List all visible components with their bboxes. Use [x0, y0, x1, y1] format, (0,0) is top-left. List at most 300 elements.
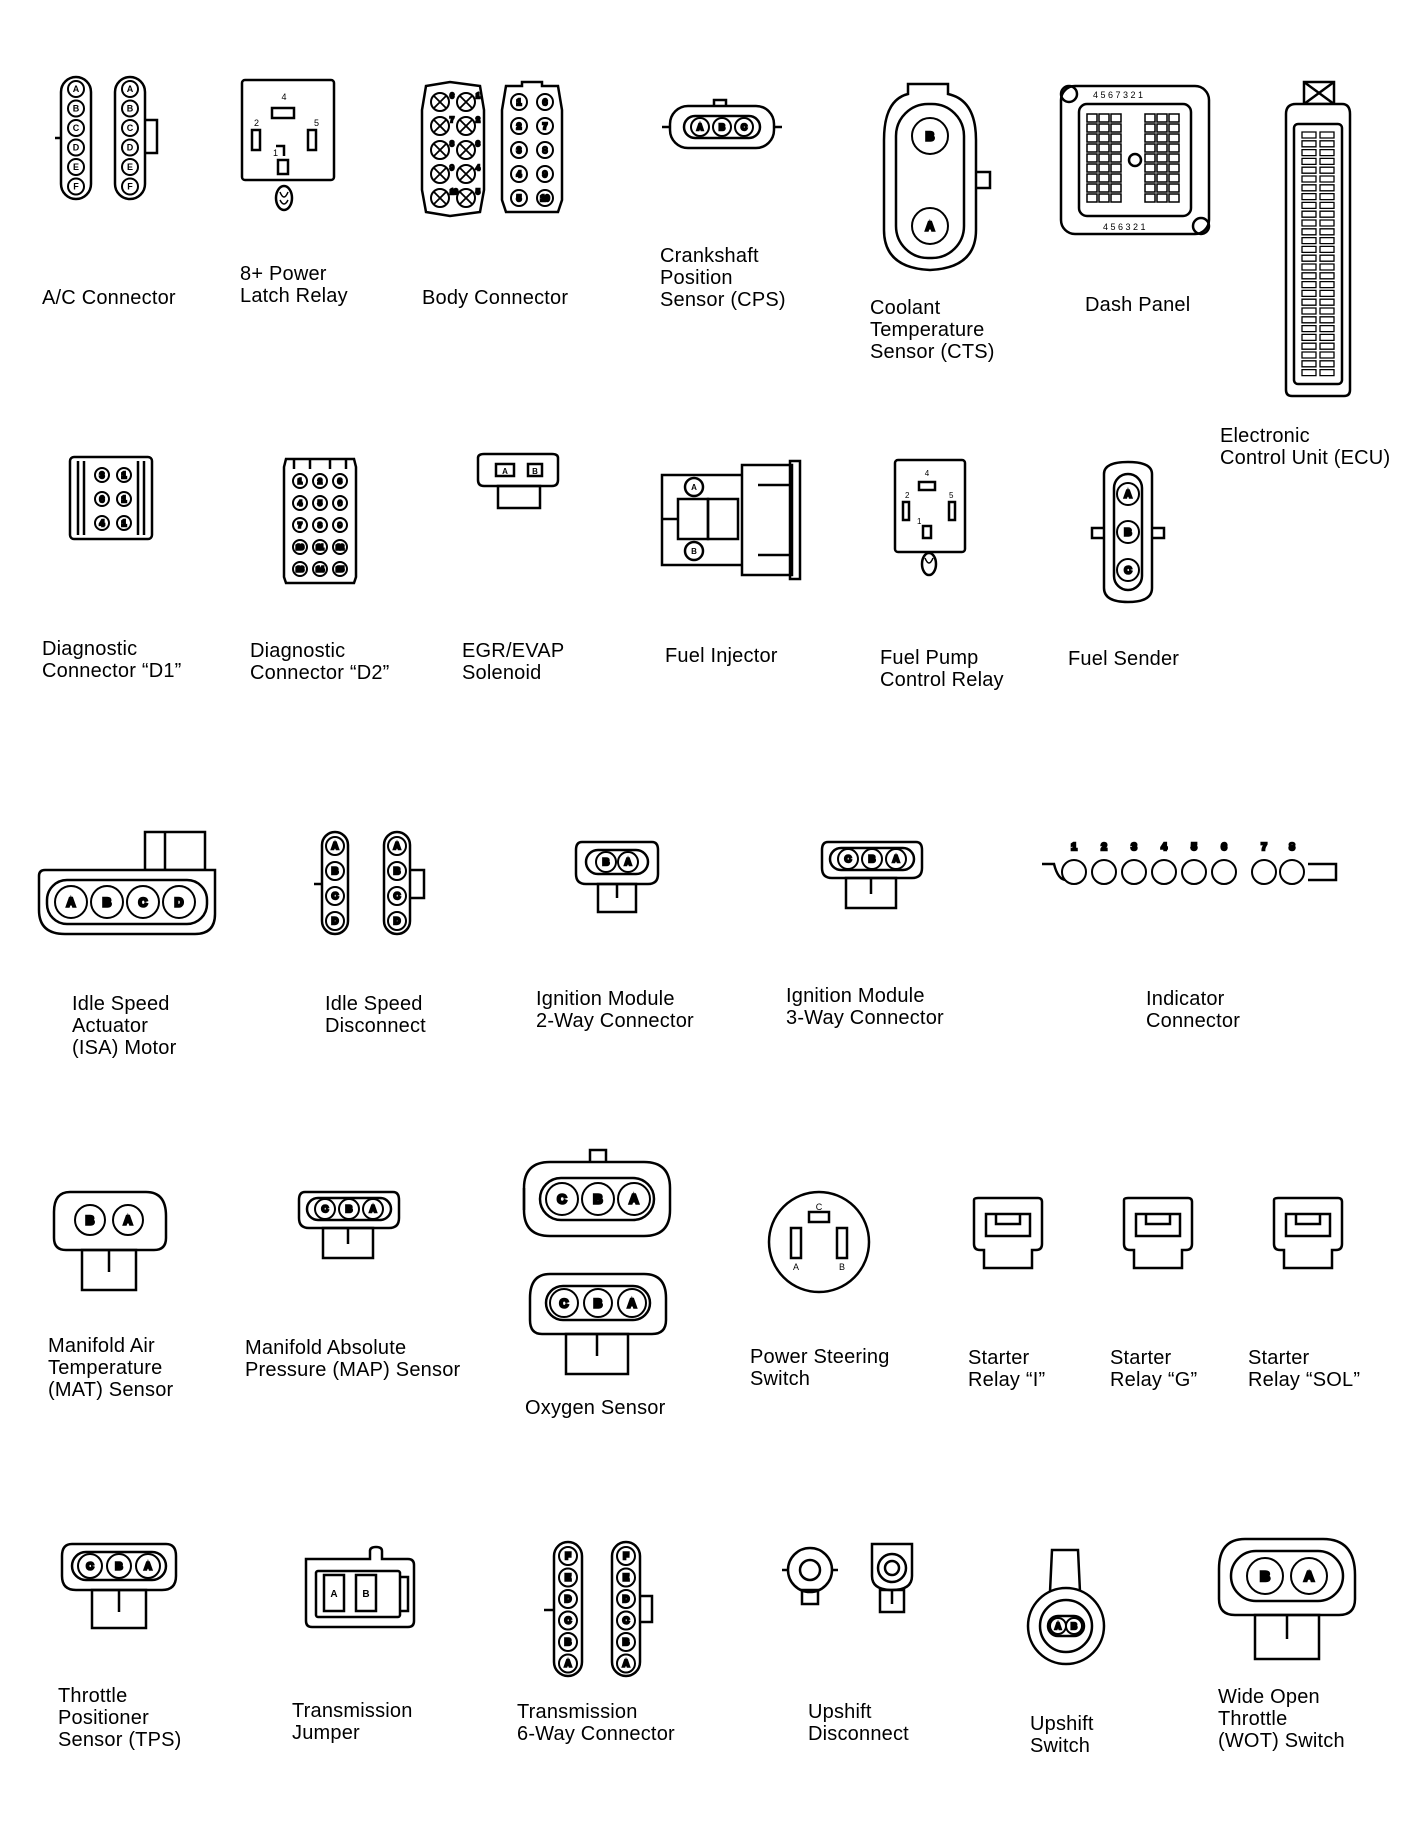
starter-i-drawing: [972, 1196, 1047, 1276]
dash-cell: [1169, 144, 1179, 152]
ecu-pin: [1320, 158, 1334, 164]
fuel-injector-drawing: [658, 455, 808, 585]
dash-cell: [1087, 144, 1097, 152]
ecu-pin: [1320, 238, 1334, 244]
label-line: Connector “D2”: [250, 662, 390, 684]
pin: [1280, 860, 1304, 884]
dash-cell: [1099, 194, 1109, 202]
pin-label: B: [1124, 527, 1132, 539]
upshift-switch-label: [1030, 1713, 1094, 1757]
label-line: (WOT) Switch: [1218, 1730, 1345, 1752]
pin-number: 4: [1161, 842, 1167, 853]
ecu-pin: [1320, 326, 1334, 332]
pin-label: A: [369, 1204, 377, 1215]
power-latch-relay-drawing: [240, 78, 340, 218]
pin-number: 2: [1101, 842, 1107, 853]
starter-sol-drawing: [1272, 1196, 1347, 1276]
pin-label: 5: [476, 189, 480, 196]
map-drawing: [295, 1188, 405, 1268]
pin-label: A: [126, 84, 134, 95]
pin-label: C: [741, 122, 747, 132]
label-line: Indicator: [1146, 988, 1225, 1010]
ecu-pin: [1302, 132, 1316, 138]
pin-label: 1: [121, 494, 127, 504]
pin-label: 7: [542, 121, 548, 131]
ecu-pin: [1320, 352, 1334, 358]
label-line: Temperature: [870, 319, 985, 341]
pin-label: A: [697, 122, 703, 132]
starter-g-drawing: [1122, 1196, 1197, 1276]
egr-drawing: [474, 452, 564, 522]
label-line: A/C Connector: [42, 287, 176, 309]
pin-label: 5: [318, 500, 322, 508]
label-line: Crankshaft: [660, 245, 759, 267]
svg-text:1: 1: [917, 517, 922, 526]
ecu-pin: [1320, 255, 1334, 261]
pin-label: A: [691, 483, 697, 492]
label-line: 3-Way Connector: [786, 1007, 944, 1029]
pin-label: B: [1071, 1621, 1077, 1631]
ecu-pin: [1320, 264, 1334, 270]
pin-label: B: [102, 895, 112, 910]
ecu-pin: [1320, 229, 1334, 235]
ecu-pin: [1320, 246, 1334, 252]
ecu-label: [1220, 425, 1390, 469]
pin-label: B: [622, 1637, 630, 1648]
dash-cell: [1099, 154, 1109, 162]
ecu-pin: [1320, 185, 1334, 191]
d1-label: [42, 638, 182, 682]
map-label: [245, 1337, 460, 1381]
pin-label: B: [126, 103, 134, 114]
pin-label: B: [1259, 1568, 1271, 1585]
pin-label: 3: [338, 478, 342, 486]
pin-number: 5: [1191, 842, 1197, 853]
pin-label: C: [138, 895, 148, 910]
label-line: 8+ Power: [240, 263, 327, 285]
pin-label: 14: [316, 566, 324, 574]
pin-label: 1: [516, 97, 522, 107]
ecu-pin: [1320, 308, 1334, 314]
label-line: Positioner: [58, 1707, 149, 1729]
pin-label: 11: [316, 544, 324, 552]
pin-label: B: [85, 1213, 95, 1228]
pin-label: B: [593, 1191, 603, 1207]
pin-label: A: [331, 841, 339, 852]
dash-top-numbers: 4 5 6 7 3 2 1: [1093, 90, 1144, 100]
ecu-pin: [1320, 290, 1334, 296]
ecu-pin: [1302, 264, 1316, 270]
ign2-label: [536, 988, 694, 1032]
pin-label: 8: [318, 522, 322, 530]
svg-text:4: 4: [281, 92, 287, 102]
pin-label: C: [393, 891, 401, 902]
pin-label: A: [72, 84, 80, 95]
label-line: Power Steering: [750, 1346, 890, 1368]
dash-cell: [1099, 144, 1109, 152]
pin-label: 2: [516, 121, 522, 131]
ecu-pin: [1302, 299, 1316, 305]
label-line: Starter: [1110, 1347, 1172, 1369]
fuel-sender-label: [1068, 648, 1179, 670]
pin-label: B: [593, 1296, 603, 1311]
pin-label: B: [362, 1589, 370, 1600]
pin-number: 8: [1289, 842, 1295, 853]
ign3-drawing: [818, 838, 928, 918]
pin-label: C: [564, 1615, 572, 1626]
pin-label: A: [1055, 1621, 1061, 1631]
dash-cell: [1111, 114, 1121, 122]
oxygen-label: [525, 1397, 665, 1419]
dash-cell: [1099, 124, 1109, 132]
dash-panel-drawing: [1055, 80, 1215, 240]
pin-label: 2: [476, 117, 480, 124]
label-line: Upshift: [1030, 1713, 1094, 1735]
ecu-pin: [1302, 334, 1316, 340]
dash-cell: [1145, 154, 1155, 162]
ecu-pin: [1320, 317, 1334, 323]
dash-cell: [1111, 184, 1121, 192]
label-line: Idle Speed: [72, 993, 170, 1015]
pin-label: D: [622, 1594, 630, 1605]
label-line: 2-Way Connector: [536, 1010, 694, 1032]
dash-cell: [1157, 124, 1167, 132]
pin-label: A: [892, 854, 900, 865]
ecu-pin: [1302, 290, 1316, 296]
pin-label: A: [564, 1658, 572, 1669]
label-line: Transmission: [517, 1701, 638, 1723]
dash-cell: [1157, 144, 1167, 152]
pin: [1152, 860, 1176, 884]
ign3-label: [786, 985, 944, 1029]
pin-label: 6: [450, 93, 454, 100]
fuel-pump-relay-label: [880, 647, 1004, 691]
label-line: Starter: [968, 1347, 1030, 1369]
label-line: Oxygen Sensor: [525, 1397, 666, 1419]
pin-label: C: [844, 854, 852, 865]
ecu-pin: [1320, 167, 1334, 173]
label-line: Wide Open: [1218, 1686, 1320, 1708]
pin-label: 6: [338, 500, 342, 508]
pin-label: 8: [450, 141, 454, 148]
pin-label: 6: [99, 494, 105, 504]
dash-cell: [1169, 174, 1179, 182]
pin-label: B: [719, 122, 725, 132]
label-line: Switch: [750, 1368, 811, 1390]
label-line: Relay “G”: [1110, 1369, 1198, 1391]
dash-cell: [1169, 164, 1179, 172]
fuel-injector-label: [665, 645, 778, 667]
upshift-disconnect-drawing: [780, 1540, 930, 1620]
pin-label: B: [115, 1561, 123, 1573]
pin-label: A: [1303, 1568, 1315, 1585]
pin-number: 1: [1071, 842, 1077, 853]
pin-label: B: [331, 866, 339, 877]
label-line: Position: [660, 267, 733, 289]
dash-cell: [1087, 124, 1097, 132]
label-line: Diagnostic: [42, 638, 138, 660]
ecu-pin: [1302, 238, 1316, 244]
dash-cell: [1169, 124, 1179, 132]
label-line: Relay “I”: [968, 1369, 1046, 1391]
pin-label: B: [345, 1204, 353, 1215]
label-line: Control Relay: [880, 669, 1004, 691]
ecu-pin: [1320, 273, 1334, 279]
dash-cell: [1145, 114, 1155, 122]
ecu-pin: [1320, 220, 1334, 226]
dash-cell: [1087, 174, 1097, 182]
ecu-pin: [1302, 370, 1316, 376]
pin-label: D: [126, 142, 134, 153]
oxygen-bottom-drawing: [526, 1270, 671, 1380]
ecu-pin: [1302, 202, 1316, 208]
upshift-switch-drawing: [1024, 1548, 1114, 1673]
dash-cell: [1099, 174, 1109, 182]
label-line: 6-Way Connector: [517, 1723, 675, 1745]
dash-cell: [1157, 174, 1167, 182]
dash-cell: [1099, 164, 1109, 172]
dash-cell: [1111, 194, 1121, 202]
pin-label: E: [126, 162, 134, 173]
power-latch-relay-label: [240, 263, 348, 307]
pin-label: C: [1124, 565, 1132, 577]
starter-g-label: [1110, 1347, 1197, 1391]
ecu-pin: [1302, 317, 1316, 323]
pin-label: 10: [450, 189, 458, 196]
dash-bottom-numbers: 4 5 6 3 2 1: [1103, 222, 1146, 232]
mat-drawing: [50, 1188, 170, 1298]
ecu-pin: [1320, 141, 1334, 147]
ecu-pin: [1302, 326, 1316, 332]
dash-cell: [1157, 154, 1167, 162]
pin: [1092, 860, 1116, 884]
dash-cell: [1087, 194, 1097, 202]
indicator-drawing: [1040, 840, 1340, 900]
label-line: Fuel Injector: [665, 645, 778, 667]
pin-label: A: [393, 841, 401, 852]
pin-label: 4: [99, 518, 105, 528]
trans6-label: [517, 1701, 675, 1745]
pin-label: 3: [476, 141, 480, 148]
oxygen-top-drawing: [520, 1148, 675, 1248]
wot-drawing: [1215, 1535, 1360, 1670]
dash-cell: [1169, 194, 1179, 202]
label-line: Fuel Sender: [1068, 648, 1180, 670]
pin-label: B: [838, 1262, 846, 1272]
pin-label: 7: [450, 117, 454, 124]
label-line: Manifold Absolute: [245, 1337, 407, 1359]
pin-label: A: [622, 1658, 630, 1669]
label-line: (ISA) Motor: [72, 1037, 177, 1059]
ecu-pin: [1320, 211, 1334, 217]
pin-label: A: [144, 1561, 152, 1573]
pin-label: B: [925, 129, 935, 144]
svg-text:4: 4: [924, 469, 930, 478]
ecu-pin: [1302, 185, 1316, 191]
dash-cell: [1145, 184, 1155, 192]
trans-jumper-label: [292, 1700, 413, 1744]
ecu-pin: [1302, 352, 1316, 358]
dash-cell: [1157, 114, 1167, 122]
pin: [1212, 860, 1236, 884]
pin-label: D: [564, 1594, 572, 1605]
pin-label: D: [174, 895, 184, 910]
label-line: Electronic: [1220, 425, 1310, 447]
pin-label: F: [623, 1551, 629, 1562]
label-line: Actuator: [72, 1015, 149, 1037]
pin-label: A: [1124, 489, 1132, 501]
ecu-pin: [1320, 282, 1334, 288]
label-line: Ignition Module: [536, 988, 675, 1010]
pin-label: C: [559, 1296, 569, 1311]
pin-label: 2: [318, 478, 322, 486]
ecu-pin: [1302, 167, 1316, 173]
egr-label: [462, 640, 564, 684]
pin-label: A: [792, 1262, 800, 1272]
ps-switch-drawing: [765, 1188, 875, 1298]
ecu-pin: [1302, 282, 1316, 288]
label-line: Disconnect: [808, 1723, 909, 1745]
label-line: Throttle: [1218, 1708, 1288, 1730]
label-line: Latch Relay: [240, 285, 348, 307]
pin-label: E: [622, 1572, 630, 1583]
label-line: Sensor (TPS): [58, 1729, 182, 1751]
ecu-pin: [1302, 273, 1316, 279]
dash-cell: [1099, 114, 1109, 122]
ecu-pin: [1302, 176, 1316, 182]
label-line: Ignition Module: [786, 985, 925, 1007]
label-line: EGR/EVAP: [462, 640, 565, 662]
pin-label: 10: [540, 193, 550, 203]
pin-label: C: [815, 1202, 823, 1212]
label-line: Sensor (CPS): [660, 289, 786, 311]
dash-cell: [1157, 184, 1167, 192]
dash-cell: [1099, 184, 1109, 192]
pin-label: C: [72, 123, 80, 134]
pin-label: A: [123, 1213, 133, 1228]
pin-label: 1: [476, 93, 480, 100]
pin-label: 1: [121, 470, 127, 480]
cts-drawing: [880, 80, 1000, 280]
pin-number: 3: [1131, 842, 1137, 853]
svg-text:5: 5: [949, 491, 954, 500]
label-line: Relay “SOL”: [1248, 1369, 1361, 1391]
dash-cell: [1111, 174, 1121, 182]
ecu-pin: [1320, 150, 1334, 156]
ecu-pin: [1302, 343, 1316, 349]
indicator-label: [1146, 988, 1240, 1032]
label-line: Control Unit (ECU): [1220, 447, 1391, 469]
dash-cell: [1169, 154, 1179, 162]
pin-label: A: [627, 1296, 637, 1311]
pin-label: 10: [296, 544, 304, 552]
pin-label: A: [629, 1191, 639, 1207]
body-connector-drawing: [418, 80, 578, 220]
fuel-sender-drawing: [1088, 460, 1173, 605]
dash-cell: [1111, 124, 1121, 132]
ign2-drawing: [572, 838, 662, 918]
svg-text:2: 2: [905, 491, 910, 500]
dash-cell: [1087, 114, 1097, 122]
trans-jumper-drawing: [302, 1545, 422, 1640]
dash-cell: [1169, 184, 1179, 192]
mat-label: [48, 1335, 173, 1401]
label-line: Upshift: [808, 1701, 872, 1723]
pin-label: C: [86, 1561, 94, 1573]
idle-disconnect-drawing: [312, 830, 452, 940]
pin-label: C: [331, 891, 339, 902]
ecu-pin: [1302, 150, 1316, 156]
dash-cell: [1145, 124, 1155, 132]
d1-drawing: [68, 455, 158, 545]
svg-text:2: 2: [254, 118, 260, 128]
pin-label: E: [564, 1572, 572, 1583]
isa-drawing: [35, 830, 225, 940]
ecu-pin: [1302, 158, 1316, 164]
label-line: Transmission: [292, 1700, 413, 1722]
pin-label: A: [330, 1589, 338, 1600]
body-connector-label: [422, 287, 568, 309]
pin-number: 6: [1221, 842, 1227, 853]
pin-label: C: [321, 1204, 329, 1215]
pin-label: 12: [336, 544, 344, 552]
d2-drawing: [280, 455, 360, 585]
label-line: (MAT) Sensor: [48, 1379, 174, 1401]
dash-cell: [1157, 164, 1167, 172]
pin-label: 13: [296, 566, 304, 574]
cps-drawing: [662, 98, 784, 158]
pin-label: D: [72, 142, 80, 153]
label-line: Idle Speed: [325, 993, 423, 1015]
pin-label: C: [557, 1191, 567, 1207]
pin-label: 3: [516, 145, 522, 155]
dash-cell: [1169, 114, 1179, 122]
dash-cell: [1145, 194, 1155, 202]
pin-label: B: [868, 854, 876, 865]
ac-connector-drawing: [55, 75, 175, 205]
dash-cell: [1087, 154, 1097, 162]
dash-panel-label: [1085, 294, 1190, 316]
ecu-pin: [1302, 220, 1316, 226]
pin-label: A: [502, 467, 508, 476]
label-line: Temperature: [48, 1357, 163, 1379]
pin-label: C: [622, 1615, 630, 1626]
dash-cell: [1087, 134, 1097, 142]
pin-label: A: [925, 219, 935, 234]
ecu-pin: [1320, 176, 1334, 182]
pin-label: E: [72, 162, 80, 173]
ecu-pin: [1320, 361, 1334, 367]
ecu-pin: [1302, 141, 1316, 147]
ecu-pin: [1320, 202, 1334, 208]
ecu-pin: [1302, 194, 1316, 200]
ecu-pin: [1302, 255, 1316, 261]
label-line: Throttle: [58, 1685, 128, 1707]
dash-cell: [1111, 164, 1121, 172]
trans6-drawing: [540, 1540, 670, 1680]
pin-label: B: [602, 857, 610, 868]
pin-label: 5: [516, 193, 522, 203]
label-line: Dash Panel: [1085, 294, 1191, 316]
pin-label: F: [127, 181, 133, 192]
dash-cell: [1157, 194, 1167, 202]
pin-label: B: [691, 547, 697, 556]
pin-label: 3: [99, 470, 105, 480]
label-line: Diagnostic: [250, 640, 346, 662]
pin-label: 9: [542, 169, 548, 179]
dash-cell: [1145, 164, 1155, 172]
ecu-pin: [1302, 246, 1316, 252]
